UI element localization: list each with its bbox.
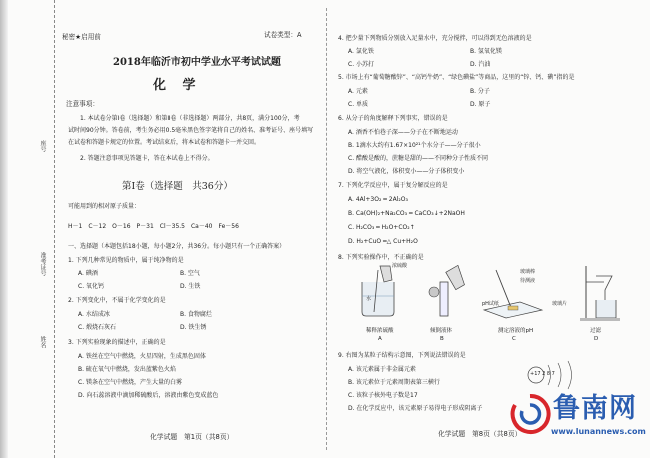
option: A. 元素 bbox=[348, 88, 368, 95]
option: B. Ca(OH)₂+Na₂CO₃ ═ CaCO₃↓+2NaOH bbox=[348, 210, 465, 217]
question-4: 4. 把少量下列物质分别放入足量水中，充分搅拌，可以得到无色溶液的是 bbox=[338, 35, 532, 42]
option: B. 食物腐烂 bbox=[180, 311, 212, 318]
option: D. 生铁 bbox=[180, 283, 201, 290]
page-footer-right: 化学试题 第8页（共8页） bbox=[438, 430, 522, 438]
fig-caption-a: 稀释浓硫酸 bbox=[366, 328, 394, 334]
paper-type: 试卷类型：A bbox=[264, 31, 302, 39]
question-5: 5. 市场上有“葡萄糖酸锌”、“高钙牛奶”、“绿色碘盐”等商品，这里的“锌、钙、碘”指的是 bbox=[338, 74, 575, 81]
margin-label-seat: 座号 bbox=[39, 140, 46, 152]
option: B. 氢氧化镁 bbox=[470, 48, 502, 55]
label-test-liquid: 待测液 bbox=[520, 278, 536, 284]
fig-letter-a: A bbox=[378, 336, 382, 342]
question-8: 8. 下列实验操作中，不正确的是 bbox=[338, 254, 424, 261]
question-1: 1. 下列几种常见的物质中，属于纯净物的是 bbox=[68, 257, 184, 264]
option: D. H₂+CuO ═△ Cu+H₂O bbox=[348, 238, 418, 245]
page-footer-left: 化学试题 第1页（共8页） bbox=[150, 433, 234, 441]
fig-letter-c: C bbox=[512, 336, 516, 342]
fig-letter-d: D bbox=[594, 336, 599, 342]
option: D. 铁生锈 bbox=[180, 324, 207, 331]
option: A. 该元素属于非金属元素 bbox=[348, 366, 416, 373]
option: A. 水结成冰 bbox=[78, 311, 110, 318]
question-2: 2. 下列变化中，不属于化学变化的是 bbox=[68, 297, 166, 304]
option: A. 氯化铁 bbox=[348, 48, 374, 55]
option: C. 氧化钙 bbox=[78, 283, 105, 290]
brand-name: 鲁南网 bbox=[553, 393, 637, 424]
option: A. 4Al+3O₂ ═ 2Al₂O₃ bbox=[348, 196, 408, 203]
notice-title: 注意事项： bbox=[66, 100, 99, 108]
option: C. 镁条在空气中燃烧，产生大量的白雾 bbox=[78, 379, 183, 386]
fig-letter-b: B bbox=[440, 336, 444, 342]
atom-structure-label: +17 2 8 7 bbox=[530, 371, 555, 377]
option: B. 分子 bbox=[470, 88, 490, 95]
option: A. 碘酒 bbox=[78, 270, 98, 277]
option: D. 将空气液化，体积变小——分子体积变小 bbox=[348, 168, 465, 175]
question-6: 6. 从分子的角度解释下列事实，错误的是 bbox=[338, 115, 448, 122]
option: D. 原子 bbox=[470, 101, 491, 108]
beaker-dilution-figure bbox=[350, 262, 410, 324]
margin-label-ticket: 准考证号 bbox=[39, 252, 46, 276]
lunan-logo-icon bbox=[509, 393, 551, 435]
page-shadow bbox=[0, 0, 8, 458]
option: B. 该元素位于元素周期表第三横行 bbox=[348, 379, 440, 386]
margin-label-name: 姓名 bbox=[39, 336, 46, 348]
fig-caption-d: 过滤 bbox=[590, 328, 602, 334]
option: C. 醋酸是酸的，蔗糖是甜的——不同种分子性质不同 bbox=[348, 155, 489, 162]
option: D. 在化学反应中，该元素原子易得电子形成阴离子 bbox=[348, 405, 483, 412]
filtration-figure bbox=[578, 262, 624, 324]
option: B. 空气 bbox=[180, 270, 200, 277]
notice-line: 1. 本试卷分第Ⅰ卷（选择题）和第Ⅱ卷（非选择题）两部分，共8页，满分100分，考 bbox=[80, 115, 300, 122]
option: C. 小苏打 bbox=[348, 61, 375, 68]
pouring-liquid-figure bbox=[420, 262, 470, 324]
question-3: 3. 下列实验现象的描述中，正确的是 bbox=[68, 339, 166, 346]
question-7: 7. 下列化学反应中，属于复分解反应的是 bbox=[338, 182, 448, 189]
option: C. 单质 bbox=[348, 101, 369, 108]
label-water: 水 bbox=[366, 296, 372, 302]
section-instruction: 一、选择题（本题包括18小题，每小题2分，共36分。每小题只有一个正确答案） bbox=[68, 243, 286, 250]
option: B. 硫在氧气中燃烧，发出蓝紫色火焰 bbox=[78, 366, 176, 373]
ph-test-figure bbox=[478, 262, 548, 324]
fig-caption-b: 倾倒液体 bbox=[430, 328, 453, 334]
notice-line: 试时间90分钟。答卷前，考生务必用0.5毫米黑色签字笔将自己的姓名、准考证号、座号填写 bbox=[68, 127, 314, 134]
notice-line: 2. 答题注意事项见答题卡，答在本试卷上不得分。 bbox=[80, 155, 214, 162]
option: C. 该粒子核外电子数是17 bbox=[348, 392, 418, 399]
option: A. 铁丝在空气中燃烧，火星四射，生成黑色固体 bbox=[78, 353, 206, 360]
lunan-watermark bbox=[507, 389, 647, 457]
secret-label: 秘密★启用前 bbox=[62, 33, 101, 41]
atom-masses: H－1 C－12 O－16 P－31 Cl－35.5 Ca－40 Fe－56 bbox=[68, 223, 239, 230]
option: C. H₂CO₃ ═ H₂O+CO₂↑ bbox=[348, 224, 415, 231]
option: D. 向石蕊溶液中滴加稀硫酸后，溶液由紫色变成蓝色 bbox=[78, 392, 219, 399]
option: B. 1滴水大约有1.67×10²¹个水分子——分子很小 bbox=[348, 142, 481, 149]
label-glass-rod: 玻璃棒 bbox=[520, 269, 536, 275]
notice-line: 在试卷和答题卡规定的位置。考试结束后，将本试卷和答题卡一并交回。 bbox=[68, 139, 261, 146]
question-9: 9. 右图为某粒子结构示意图，下列说法错误的是 bbox=[338, 352, 466, 359]
option: C. 煅烧石灰石 bbox=[78, 324, 117, 331]
atom-mass-title: 可能用到的相对原子质量： bbox=[68, 203, 141, 210]
label-conc-acid: 浓硫酸 bbox=[392, 263, 408, 269]
brand-url[interactable]: www.lunannews.com bbox=[551, 427, 646, 436]
section-title: 第Ⅰ卷（选择题 共36分） bbox=[122, 181, 233, 192]
page-divider bbox=[326, 8, 327, 450]
label-glass-plate: 玻璃片 bbox=[552, 301, 568, 307]
subject-title: 化 学 bbox=[153, 78, 202, 93]
binding-line bbox=[54, 0, 55, 458]
exam-title: 2018年临沂市初中学业水平考试试题 bbox=[113, 57, 281, 68]
option: A. 酒香不怕巷子深——分子在不断地运动 bbox=[348, 129, 458, 136]
option: D. 汽油 bbox=[470, 61, 491, 68]
fig-caption-c: 测定溶液的pH bbox=[498, 328, 534, 334]
label-ph-paper: pH试纸 bbox=[482, 301, 499, 307]
